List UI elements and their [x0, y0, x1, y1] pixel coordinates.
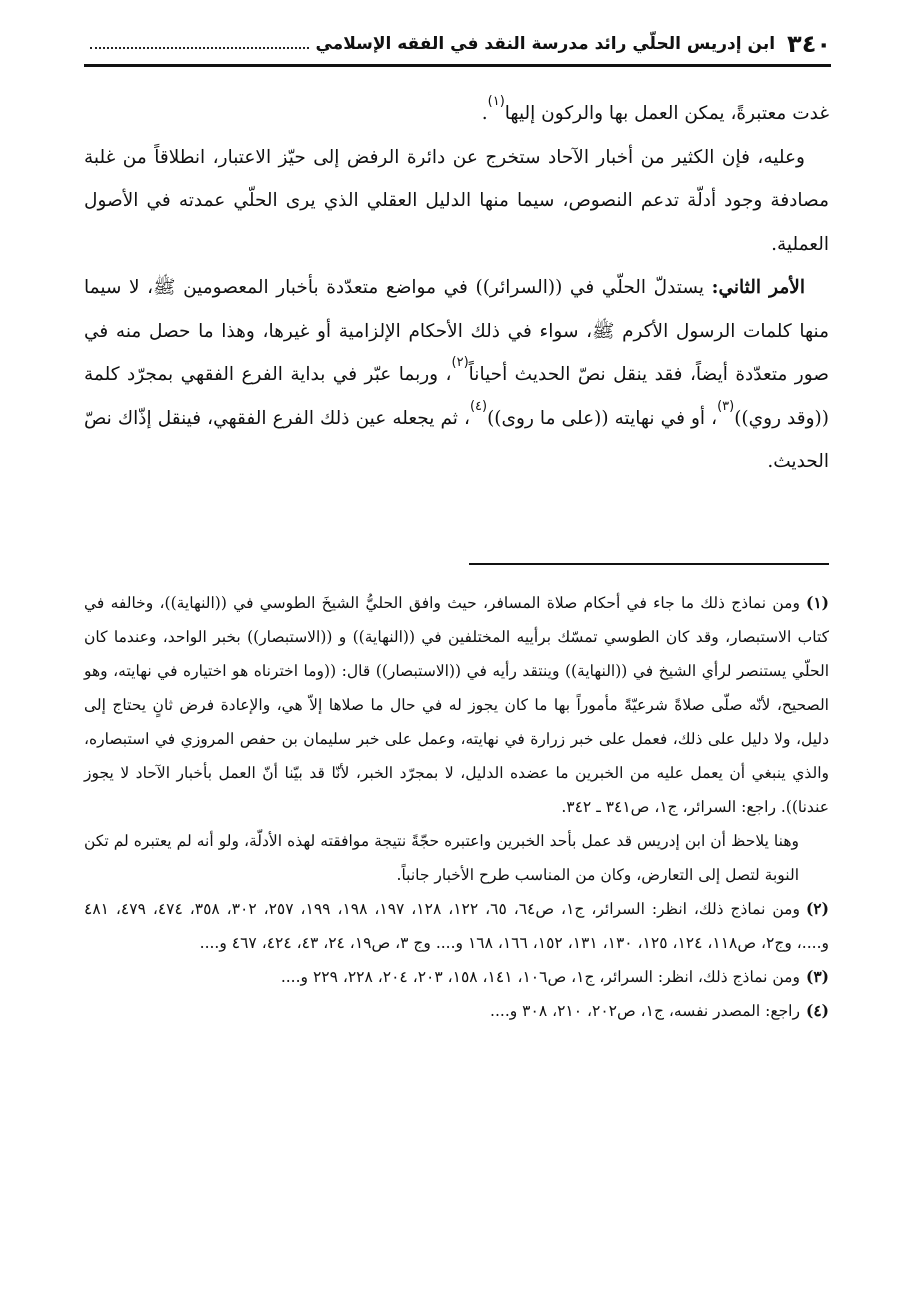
footnote-1-number: (١) — [805, 593, 829, 612]
page-header — [84, 24, 831, 64]
footnote-1-extra: وهنا يلاحظ أن ابن إدريس قد عمل بأحد الخبرين واعتبره حجّةً نتيجة موافقته لهذه الأدلّة، ولو أنه لم يعتبره لم تكن النوبة لتصل إلى التعارض، وكان من المناسب طرح الأخبار جانباً. — [84, 832, 799, 884]
paragraph-3 — [84, 266, 829, 484]
paragraph-1 — [84, 92, 829, 136]
paragraph-2: وعليه، فإن الكثير من أخبار الآحاد ستخرج عن دائرة الرفض إلى حيّز الاعتبار، انطلاقاً من غلبة مصادفة وجود أدلّة تدعم النصوص، سيما منها الدليل العقلي الذي يرى الحلّي عمدته في الأصول العملية. — [84, 146, 829, 255]
footnote-2-text: ومن نماذج ذلك، انظر: السرائر، ج١، ص٦٤، ٦٥، ١٢٢، ١٢٨، ١٩٧، ١٩٨، ١٩٩، ٢٥٧، ٣٠٢، ٣٥٨، ٤٧٤، ٤٧٩، ٤٨١ و....، وج٢، ص١١٨، ١٢٤، ١٢٥، ١٣٠، ١٣١، ١٥٢، ١٦٦، ١٦٨ و.... وج ٣، ص١٩، ٢٤، ٤٣، ٤٢٤، ٤٦٧ و.... — [84, 900, 829, 952]
footnote-separator — [469, 563, 829, 565]
paragraph-3-lead: الأمر الثاني: — [711, 277, 805, 298]
footnote-3-number: (٣) — [805, 967, 829, 986]
running-title: ابن إدريس الحلّي رائد مدرسة النقد في الفقه الإسلامي — [315, 34, 776, 54]
footnote-ref-4[interactable]: (٤) — [469, 398, 488, 414]
header-dot-leader — [90, 47, 309, 49]
paragraph-3-part-a: يستدلّ الحلّي في ((السرائر)) في مواضع متعدّدة بأخبار المعصومين ﷺ، لا سيما منها كلمات الرسول الأكرم ﷺ، سواء في ذلك الأحكام الإلزامية أو غيرها، وهذا ما حصل منه في صور متعدّدة أيضاً، فقد ينقل نصّ الحديث أحياناً — [84, 277, 830, 385]
header-rule — [84, 64, 831, 67]
footnote-4-number: (٤) — [805, 1001, 829, 1020]
paragraph-3-part-c: ، أو في نهايته ((على ما روى)) — [487, 407, 718, 429]
footnote-1 — [84, 586, 829, 824]
footnote-ref-1[interactable]: (١) — [487, 94, 505, 109]
footnote-3 — [84, 960, 829, 994]
footnote-2 — [84, 892, 829, 960]
page-number: ٣٤٠ — [787, 30, 831, 58]
footnote-ref-2[interactable]: (٢) — [451, 355, 469, 370]
footnote-4-text: راجع: المصدر نفسه، ج١، ص٢٠٢، ٢١٠، ٣٠٨ و.... — [490, 1002, 800, 1020]
paragraph-1-text: غدت معتبرةً، يمكن العمل بها والركون إليها — [504, 103, 829, 124]
paragraph-1-end: . — [481, 103, 488, 124]
footnote-3-text: ومن نماذج ذلك، انظر: السرائر، ج١، ص١٠٦، ١٤١، ١٥٨، ٢٠٣، ٢٠٤، ٢٢٨، ٢٢٩ و.... — [280, 968, 800, 986]
footnote-ref-3[interactable]: (٣) — [717, 398, 735, 414]
paragraph-3-part-b: ، وربما عبّر في بداية الفرع الفقهي بمجرّد كلمة ((وقد روي)) — [84, 364, 829, 429]
footnote-4 — [84, 994, 829, 1028]
footnote-2-number: (٢) — [805, 899, 829, 918]
footnotes — [84, 586, 829, 1028]
paragraph-3-part-d: ، ثم يجعله عين ذلك الفرع الفقهي، فينقل إذّاك نصّ الحديث. — [84, 407, 829, 472]
main-text — [84, 92, 829, 484]
footnote-1-text: ومن نماذج ذلك ما جاء في أحكام صلاة المسافر، حيث وافق الحليُّ الشيخَ الطوسي في ((النهاية))، وخالفه في كتاب الاستبصار، وقد كان الطوسي تمسّك برأييه المختلفين في ((النهاية)) و ((الاستبصار)) بخبر الواحد، وعندما كان الحلّي يستنصر لرأي الشيخ في ((النهاية)) وينتقد رأيه في ((الاستبصار)) قال: ((وما اخترناه هو اختياره في نهايته، وهو الصحيح، لأنّه صلّى صلاةً شرعيّةً مأموراً بها ما كان يجوز له في حال ما صلاها إلاّ هي، والإعادة فرض ثانٍ يحتاج إلى دليل، ولا دليل على ذلك، فعمل على خبر زرارة في نهايته، وعمل على خبر سليمان بن حفص المروزي في استبصاره، والذي ينبغي أن يعمل عليه من الخبرين ما عضده الدليل، لا بمجرّد الخبر، لأنّا قد بيّنا أنّ العمل بأخبار الآحاد لا يجوز عندنا)). راجع: السرائر، ج١، ص٣٤١ ـ ٣٤٢. — [84, 594, 829, 816]
